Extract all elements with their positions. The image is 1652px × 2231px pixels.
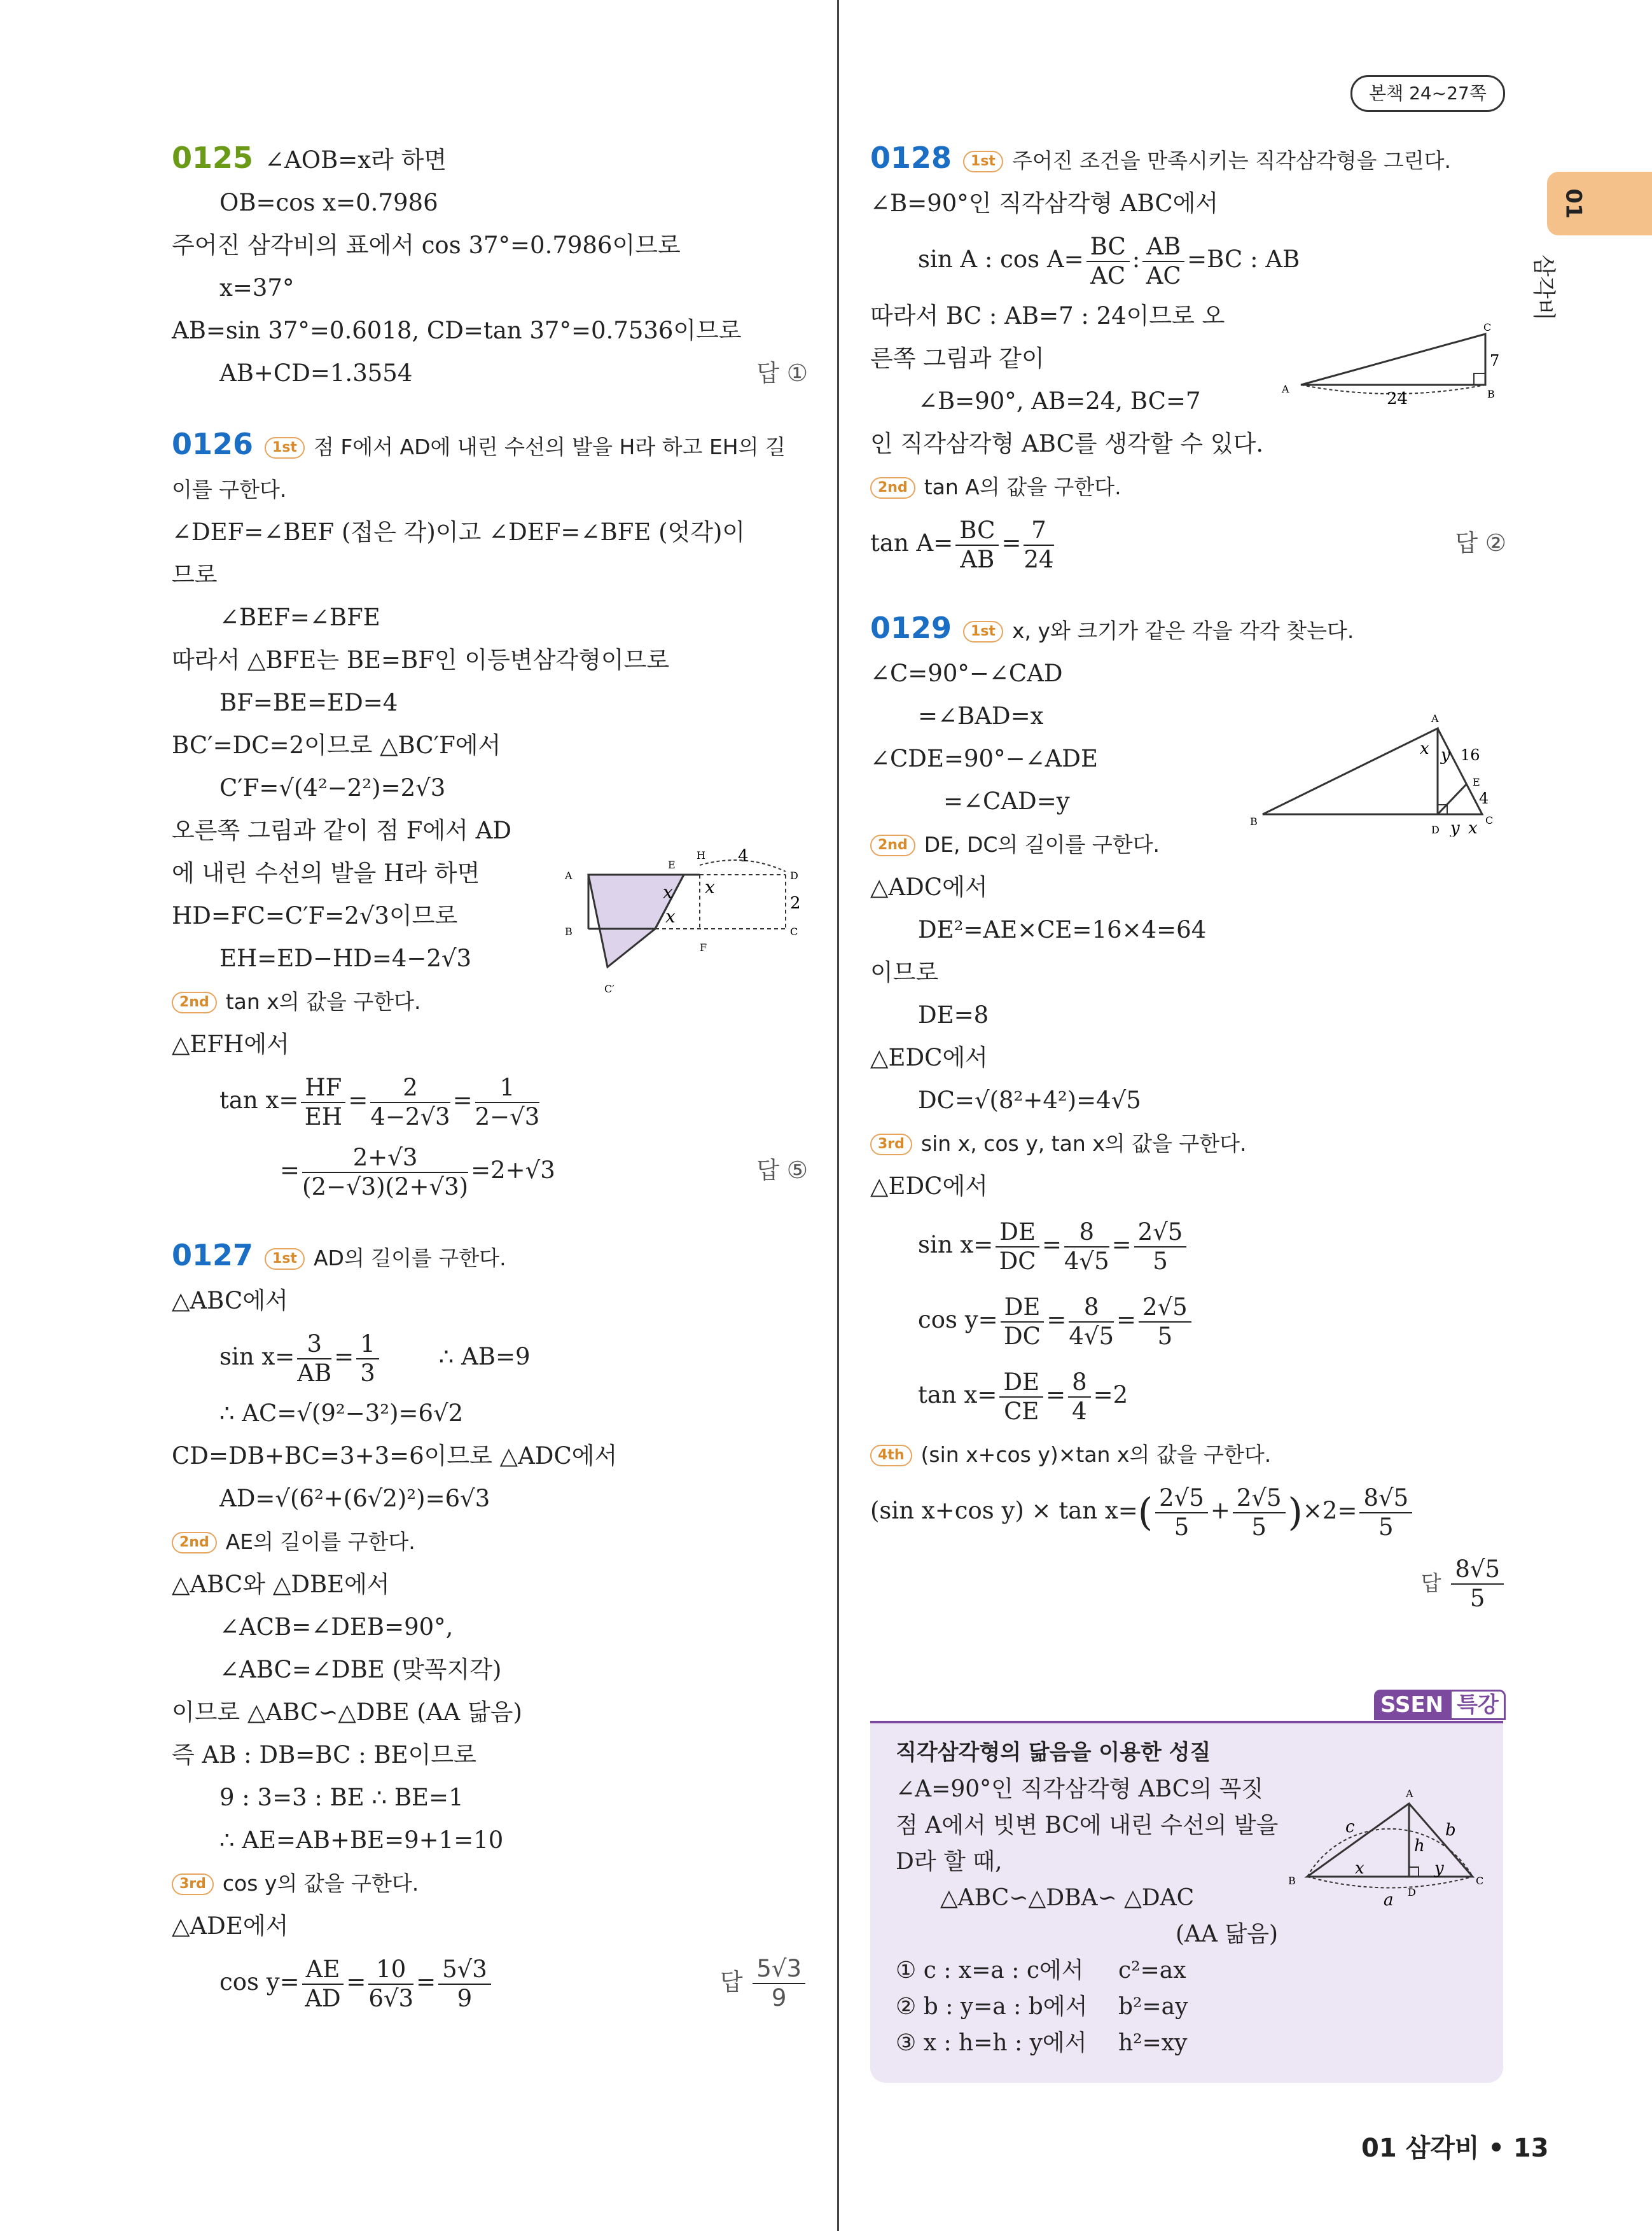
solution-line: DE=8 (918, 1001, 989, 1029)
formula-final: (sin x+cos y) × tan x=( $\frac{2√5}{5}$ + $\frac{2√5}{5}$ )×2= $\frac{8√5}{5}$ (870, 1476, 1506, 1548)
solution-line: △ADC에서 (870, 873, 988, 901)
step-text: AD의 길이를 구한다. (313, 1246, 506, 1270)
page-range-badge: 본책 24~27쪽 (1350, 75, 1505, 112)
step-tag: 2nd (172, 1532, 217, 1553)
step-tag: 1st (265, 437, 305, 459)
label-B: B (1288, 1875, 1296, 1887)
ssen-title: 직각삼각형의 닮음을 이용한 성질 (896, 1740, 1211, 1765)
solution-line: DE²=AE×CE=16×4=64 (918, 916, 1207, 943)
step-tag: 2nd (870, 835, 915, 856)
step-text: 주어진 조건을 만족시키는 직각삼각형을 그린다. (1011, 148, 1451, 173)
solution-line: 이므로 (870, 959, 939, 986)
solution-line: 른쪽 그림과 같이 (870, 345, 1045, 372)
label-C: C (1483, 321, 1492, 333)
svg-text:x: x (705, 877, 715, 898)
solution-line: ∠C=90°−∠CAD (870, 660, 1063, 687)
solution-line: ∠B=90°인 직각삼각형 ABC에서 (870, 190, 1219, 217)
step-text: tan x의 값을 구한다. (225, 989, 421, 1014)
figure-folded-rectangle (560, 833, 814, 999)
solution-line: 에 내린 수선의 발을 H라 하면 (172, 859, 480, 887)
solution-line: ∴ AE=AB+BE=9+1=10 (219, 1826, 504, 1854)
figure-altitude-similarity (1282, 1775, 1492, 1908)
step-text: DE, DC의 길이를 구한다. (924, 832, 1160, 857)
svg-text:x: x (1468, 819, 1478, 837)
svg-text:24: 24 (1387, 389, 1408, 408)
step-text: 이를 구한다. (172, 477, 287, 502)
step-tag: 2nd (870, 477, 915, 499)
problem-number: 0126 (172, 427, 254, 461)
step-tag: 1st (963, 621, 1003, 643)
solution-line: AB+CD=1.3554 (219, 359, 413, 387)
label-B: B (565, 926, 573, 938)
ssen-line: △ABC∽△DBA∽ △DAC (940, 1885, 1195, 1911)
solution-line: 인 직각삼각형 ABC를 생각할 수 있다. (870, 430, 1264, 457)
solution-line: AB=sin 37°=0.6018, CD=tan 37°=0.7536이므로 (172, 317, 742, 344)
answer-mark: 답 ② (1455, 529, 1506, 557)
svg-text:b: b (1445, 1821, 1456, 1840)
solution-line: CD=DB+BC=3+3=6이므로 △ADC에서 (172, 1442, 618, 1470)
solution-line: ∠AOB=x라 하면 (265, 146, 447, 174)
svg-text:a: a (1384, 1891, 1394, 1908)
svg-text:x: x (1420, 739, 1429, 758)
ssen-line: 점 A에서 빗변 BC에 내린 수선의 발을 (896, 1812, 1279, 1838)
answer-mark: 답 ⑤ (756, 1157, 808, 1184)
solution-line: 오른쪽 그림과 같이 점 F에서 AD (172, 817, 512, 844)
label-A: A (1282, 383, 1289, 395)
step-tag: 2nd (172, 992, 217, 1013)
solution-line: ∠BEF=∠BFE (219, 604, 380, 631)
step-text: x, y와 크기가 같은 각을 각각 찾는다. (1011, 618, 1354, 643)
svg-text:y: y (1441, 746, 1450, 765)
solution-line: ∠DEF=∠BEF (접은 각)이고 ∠DEF=∠BFE (엇각)이 (172, 518, 746, 546)
formula-sin-x: sin x= $\frac{DE}{DC}$ = $\frac{8}{4√5}$ = $\frac{2√5}{5}$ (870, 1207, 1506, 1282)
formula-cos-y: cos y= $\frac{DE}{DC}$ = $\frac{8}{4√5}$ = $\frac{2√5}{5}$ (870, 1282, 1506, 1358)
step-text: sin x, cos y, tan x의 값을 구한다. (920, 1131, 1247, 1156)
formula-rationalize: = $\frac{2+√3}{(2-√3)(2+√3)}$ =2+√3 답 ⑤ (172, 1136, 808, 1206)
solution-line: DC=√(8²+4²)=4√5 (918, 1087, 1141, 1114)
solution-line: ∠B=90°, AB=24, BC=7 (918, 387, 1201, 415)
problem-number: 0127 (172, 1238, 254, 1272)
solution-line: △EDC에서 (870, 1172, 988, 1200)
formula-tan-x: tan x= $\frac{HF}{EH}$ = $\frac{2}{4-2√3}$ = $\frac{1}{2-√3}$ (219, 1073, 540, 1130)
answer-mark: 답 $\frac{5√3}{9}$ (720, 1947, 808, 2017)
label-A: A (1431, 712, 1439, 725)
label-E: E (668, 859, 676, 871)
label-D: D (1431, 824, 1440, 836)
answer-mark: 답 $\frac{8√5}{5}$ (870, 1548, 1506, 1618)
solution-line: △ABC에서 (172, 1287, 288, 1314)
solution-line: =∠CAD=y (943, 788, 1070, 815)
ssen-badge: SSEN 특강 (1374, 1687, 1506, 1718)
solution-line: BC′=DC=2이므로 △BC′F에서 (172, 732, 501, 759)
formula-sin-cos-ratio: sin A : cos A= $\frac{BC}{AC}$ : $\frac{AB}{AC}$ =BC : AB (918, 232, 1300, 289)
solution-line: 9 : 3=3 : BE ∴ BE=1 (219, 1784, 464, 1811)
solution-line: 이므로 △ABC∽△DBE (AA 닮음) (172, 1699, 522, 1726)
label-H: H (697, 849, 705, 861)
step-text: (sin x+cos y)×tan x의 값을 구한다. (920, 1442, 1272, 1467)
svg-text:x: x (665, 906, 676, 927)
solution-line: OB=cos x=0.7986 (219, 189, 438, 216)
label-D: D (1408, 1886, 1416, 1898)
solution-line: EH=ED−HD=4−2√3 (219, 945, 472, 972)
ssen-line: D라 할 때, (896, 1849, 1003, 1875)
step-text: 점 F에서 AD에 내린 수선의 발을 H라 하고 EH의 길 (313, 434, 786, 459)
solution-line: ∠CDE=90°−∠ADE (870, 745, 1098, 772)
label-A: A (1406, 1788, 1413, 1800)
chapter-tab[interactable] (1547, 172, 1652, 235)
solution-line: AD=√(6²+(6√2)²)=6√3 (219, 1485, 490, 1512)
label-B: B (1487, 388, 1495, 400)
svg-text:4: 4 (738, 847, 749, 866)
solution-line: 주어진 삼각비의 표에서 cos 37°=0.7986이므로 (172, 232, 681, 259)
solution-line: C′F=√(4²−2²)=2√3 (219, 774, 446, 802)
solution-line: △ABC와 △DBE에서 (172, 1571, 390, 1598)
solution-line: 즉 AB : DB=BC : BE이므로 (172, 1741, 476, 1769)
solution-line: =∠BAD=x (918, 702, 1044, 730)
label-D: D (790, 870, 798, 882)
solution-line: 므로 (172, 561, 218, 588)
problem-number: 0125 (172, 141, 254, 175)
problem-number: 0129 (870, 611, 952, 645)
problem-0126 (172, 423, 808, 1206)
label-E: E (1473, 776, 1480, 788)
formula-sin-x: sin x= $\frac{3}{AB}$ = $\frac{1}{3}$ ∴ AB=9 (219, 1330, 531, 1387)
label-F: F (700, 942, 707, 954)
svg-text:y: y (1450, 819, 1460, 837)
figure-right-triangle-ABC (1279, 309, 1508, 410)
svg-text:x: x (1355, 1859, 1364, 1878)
problem-0125 (172, 137, 808, 394)
svg-text:x: x (663, 882, 673, 903)
svg-text:h: h (1414, 1837, 1425, 1856)
figure-triangle-ADC (1247, 703, 1514, 837)
page-footer: 01 삼각비 • 13 (1361, 2134, 1549, 2163)
column-divider (837, 0, 839, 2231)
solution-line: ∠ABC=∠DBE (맞꼭지각) (219, 1656, 502, 1683)
formula-cos-y: cos y= $\frac{AE}{AD}$ = $\frac{10}{6√3}$ = $\frac{5√3}{9}$ 답 $\frac{5√3}{9}$ (172, 1947, 808, 2017)
ssen-item: ③ x : h=h : y에서 h²=xy (896, 2030, 1188, 2056)
svg-text:4: 4 (1479, 789, 1489, 807)
step-text: cos y의 값을 구한다. (222, 1871, 419, 1896)
ssen-item: ② b : y=a : b에서 b²=ay (896, 1994, 1188, 2020)
problem-number: 0128 (870, 141, 952, 175)
label-C: C (1476, 1875, 1484, 1887)
label-C: C (790, 926, 798, 938)
ssen-line: ∠A=90°인 직각삼각형 ABC의 꼭짓 (896, 1776, 1264, 1802)
svg-text:c: c (1345, 1817, 1355, 1837)
problem-0127 (172, 1234, 808, 2017)
step-text: tan A의 값을 구한다. (924, 475, 1121, 499)
solution-line: ∠ACB=∠DEB=90°, (219, 1613, 454, 1641)
label-Cprime: C′ (604, 983, 614, 995)
svg-text:2: 2 (790, 894, 801, 913)
step-tag: 1st (963, 151, 1003, 172)
step-tag: 3rd (870, 1134, 912, 1155)
chapter-number: 01 (1560, 188, 1586, 219)
ssen-item: ① c : x=a : c에서 c²=ax (896, 1957, 1186, 1984)
step-tag: 1st (265, 1248, 305, 1270)
solution-line: BF=BE=ED=4 (219, 689, 398, 716)
ssen-line: (AA 닮음) (1176, 1921, 1279, 1947)
svg-text:16: 16 (1461, 746, 1480, 764)
label-C: C (1485, 814, 1494, 826)
solution-line: △EFH에서 (172, 1031, 289, 1058)
solution-line: 따라서 BC : AB=7 : 24이므로 오 (870, 302, 1225, 330)
step-tag: 3rd (172, 1873, 214, 1895)
svg-text:y: y (1434, 1859, 1444, 1878)
solution-line: HD=FC=C′F=2√3이므로 (172, 902, 458, 929)
solution-line: x=37° (219, 274, 295, 302)
chapter-name: 삼각비 (1531, 254, 1557, 321)
solution-line: △EDC에서 (870, 1044, 988, 1071)
solution-line: ∴ AC=√(9²−3²)=6√2 (219, 1400, 464, 1427)
left-column (172, 137, 808, 2017)
label-B: B (1250, 816, 1258, 828)
label-A: A (565, 870, 573, 882)
formula-tan-A: tan A= $\frac{BC}{AB}$ = $\frac{7}{24}$ 답 ② (870, 508, 1506, 578)
svg-text:7: 7 (1490, 352, 1500, 370)
formula-tan-x: tan x= $\frac{DE}{CE}$ = $\frac{8}{4}$ =2 (918, 1368, 1128, 1425)
solution-line: △ADE에서 (172, 1912, 289, 1940)
step-text: AE의 길이를 구한다. (225, 1529, 415, 1554)
solution-line: 따라서 △BFE는 BE=BF인 이등변삼각형이므로 (172, 646, 670, 674)
step-tag: 4th (870, 1445, 912, 1466)
answer-mark: 답 ① (756, 359, 808, 387)
